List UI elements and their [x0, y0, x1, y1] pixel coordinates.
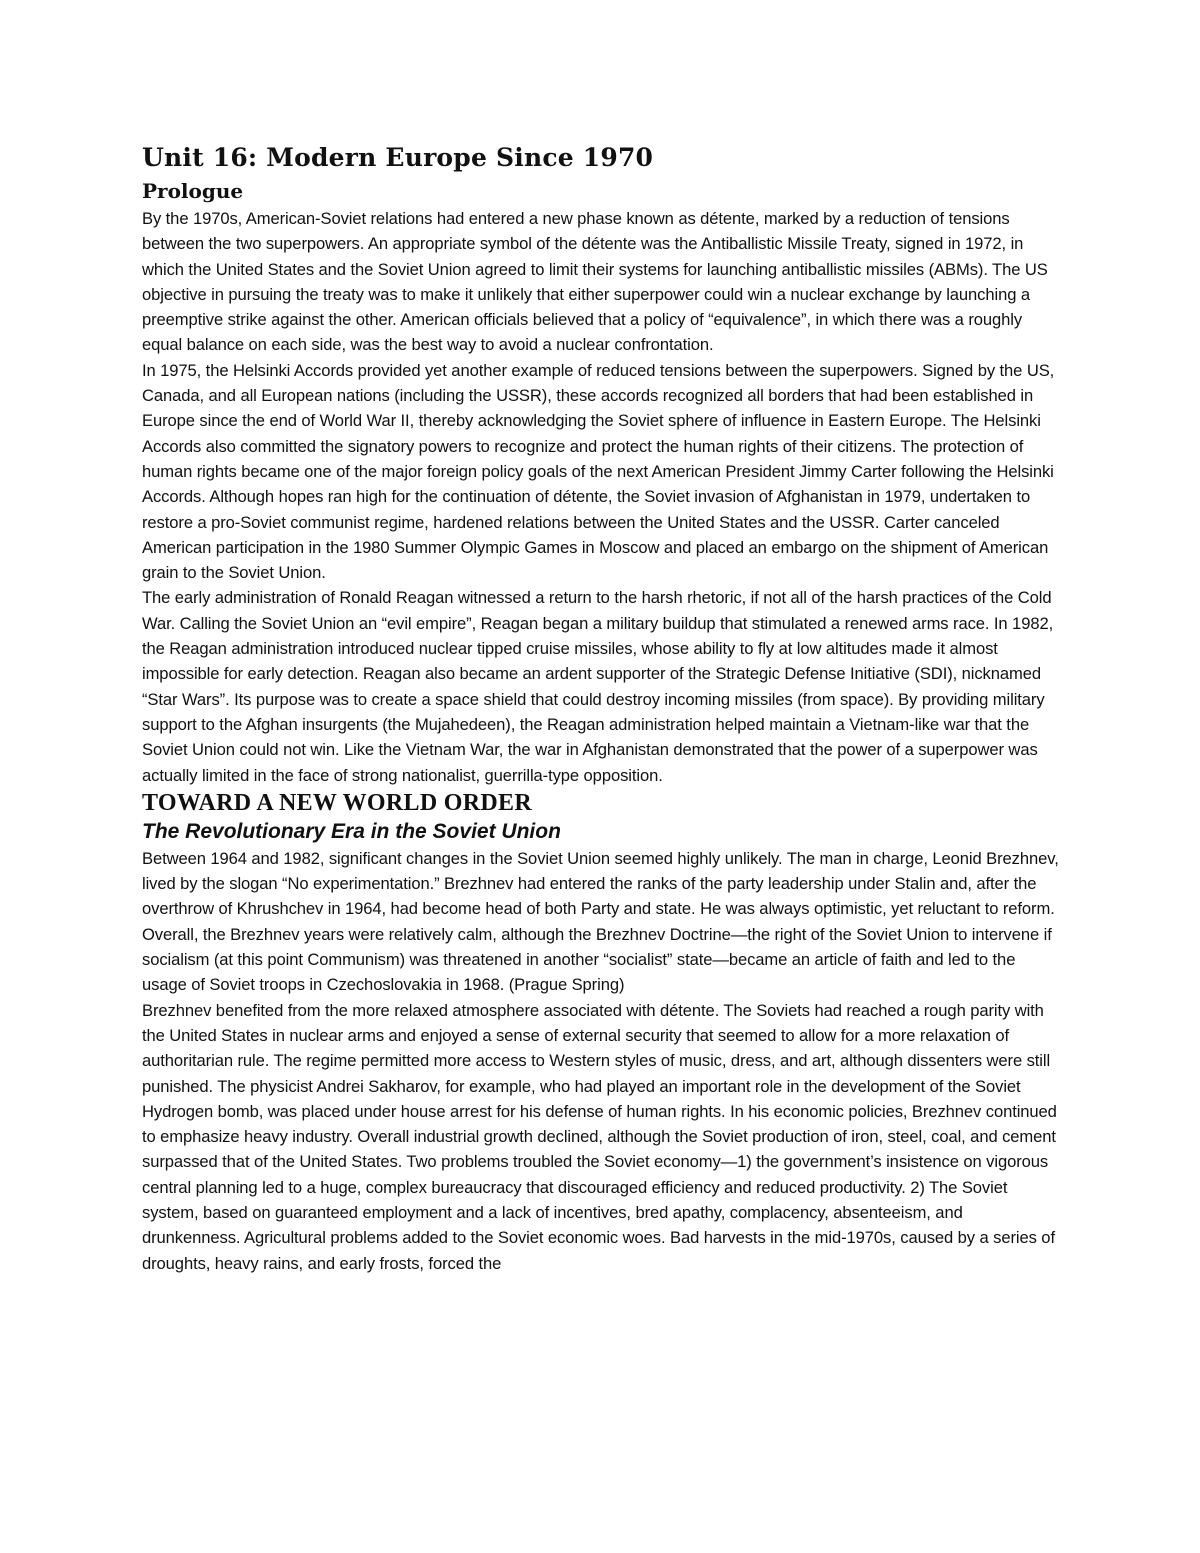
prologue-paragraph-2: In 1975, the Helsinki Accords provided yet another example of reduced tensions between the superpowers. Signed by the US, Canada, and all European nations (including the USSR), these accords recognized all borders that had been established in Europe since the end of World War II, thereby acknowledging the Soviet sphere of influence in Eastern Europe. The Helsinki Accords also committed the signatory powers to recognize and protect the human rights of their citizens. The protection of human rights became one of the major foreign policy goals of the next American President Jimmy Carter following the Helsinki Accords. Although hopes ran high for the continuation of détente, the Soviet invasion of Afghanistan in 1979, undertaken to restore a pro-Soviet communist regime, hardened relations between the United States and the USSR. Carter canceled American participation in the 1980 Summer Olympic Games in Moscow and placed an embargo on the shipment of American grain to the Soviet Union.: [142, 360, 1055, 583]
prologue-paragraph-3: The early administration of Ronald Reagan witnessed a return to the harsh rhetoric, if not all of the harsh practices of the Cold War. Calling the Soviet Union an “evil empire”, Reagan began a military buildup that stimulated a renewed arms race. In 1982, the Reagan administration introduced nuclear tipped cruise missiles, whose ability to fly at low altitudes made it almost impossible for early detection. Reagan also became an ardent supporter of the Strategic Defense Initiative (SDI), nicknamed “Star Wars”. Its purpose was to create a space shield that could destroy incoming missiles (from space). By providing military support to the Afghan insurgents (the Mujahedeen), the Reagan administration helped maintain a Vietnam-like war that the Soviet Union could not win. Like the Vietnam War, the war in Afghanistan demonstrated that the power of a superpower was actually limited in the face of strong nationalist, guerrilla-type opposition.: [142, 588, 1054, 785]
section-subheading: The Revolutionary Era in the Soviet Union: [142, 819, 561, 843]
prologue-paragraph-1: By the 1970s, American-Soviet relations had entered a new phase known as détente, marked by a reduction of tensions between the two superpowers. An appropriate symbol of the détente was the Antiballistic Missile Treaty, signed in 1972, in which the United States and the Soviet Union agreed to limit their systems for launching antiballistic missiles (ABMs). The US objective in pursuing the treaty was to make it unlikely that either superpower could win a nuclear exchange by launching a preemptive strike against the other. American officials believed that a policy of “equivalence”, in which there was a roughly equal balance on each side, was the best way to avoid a nuclear confrontation.: [142, 209, 1048, 355]
prologue-heading: Prologue: [142, 179, 244, 203]
document-title: Unit 16: Modern Europe Since 1970: [142, 143, 654, 172]
document-page: [142, 140, 1062, 1276]
section-paragraph-2: Brezhnev benefited from the more relaxed atmosphere associated with détente. The Soviets had reached a rough parity with the United States in nuclear arms and enjoyed a sense of external security that seemed to allow for a more relaxation of authoritarian rule. The regime permitted more access to Western styles of music, dress, and art, although dissenters were still punished. The physicist Andrei Sakharov, for example, who had played an important role in the development of the Soviet Hydrogen bomb, was placed under house arrest for his defense of human rights. In his economic policies, Brezhnev continued to emphasize heavy industry. Overall industrial growth declined, although the Soviet production of iron, steel, coal, and cement surpassed that of the United States. Two problems troubled the Soviet economy—1) the government’s insistence on vigorous central planning led to a huge, complex bureaucracy that discouraged efficiency and reduced productivity. 2) The Soviet system, based on guaranteed employment and a lack of incentives, bred apathy, complacency, absenteeism, and drunkenness. Agricultural problems added to the Soviet economic woes. Bad harvests in the mid-1970s, caused by a series of droughts, heavy rains, and early frosts, forced the: [142, 1000, 1057, 1273]
section-heading: TOWARD A NEW WORLD ORDER: [142, 789, 532, 816]
section-paragraph-1: Between 1964 and 1982, significant changes in the Soviet Union seemed highly unlikely. The man in charge, Leonid Brezhnev, lived by the slogan “No experimentation.” Brezhnev had entered the ranks of the party leadership under Stalin and, after the overthrow of Khrushchev in 1964, had become head of both Party and state. He was always optimistic, yet reluctant to reform. Overall, the Brezhnev years were relatively calm, although the Brezhnev Doctrine—the right of the Soviet Union to intervene if socialism (at this point Communism) was threatened in another “socialist” state—became an article of faith and led to the usage of Soviet troops in Czechoslovakia in 1968. (Prague Spring): [142, 848, 1059, 995]
